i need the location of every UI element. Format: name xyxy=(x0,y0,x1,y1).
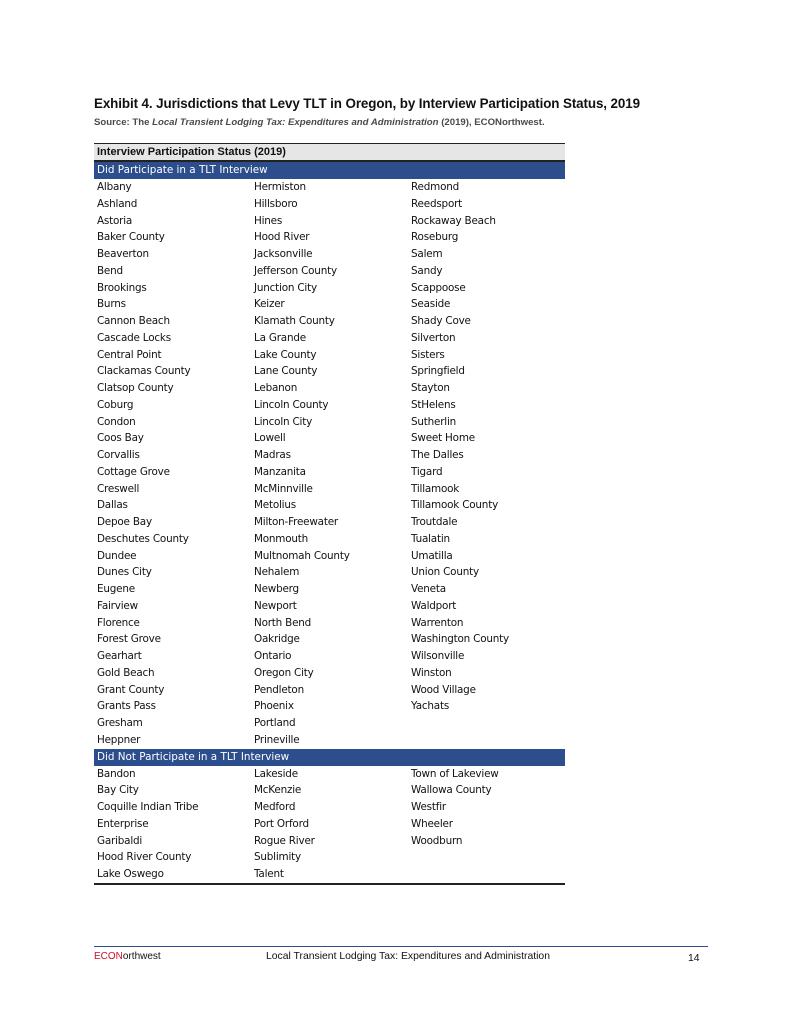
jurisdiction-cell: Lake Oswego xyxy=(97,868,164,880)
jurisdiction-cell: Lake County xyxy=(254,348,317,361)
jurisdiction-cell: Medford xyxy=(254,801,296,813)
jurisdiction-cell: Dunes City xyxy=(97,566,152,579)
jurisdiction-cell: Jacksonville xyxy=(254,248,313,260)
jurisdiction-cell: Umatilla xyxy=(411,549,453,562)
jurisdiction-cell: Eugene xyxy=(97,583,135,595)
jurisdiction-cell: Scappoose xyxy=(411,281,466,294)
jurisdiction-cell: Woodburn xyxy=(411,834,463,847)
jurisdiction-cell: McKenzie xyxy=(254,784,302,797)
jurisdiction-cell: Bandon xyxy=(97,767,136,780)
section-grid xyxy=(94,766,565,883)
jurisdiction-cell: Springfield xyxy=(411,365,465,378)
section-grid xyxy=(94,179,565,749)
exhibit-title: Exhibit 4. Jurisdictions that Levy TLT in Oregon, by Interview Participation Status, 2019 xyxy=(94,96,640,111)
jurisdiction-cell: Shady Cove xyxy=(411,315,471,327)
jurisdiction-cell: Oregon City xyxy=(254,666,314,679)
jurisdiction-cell: Burns xyxy=(97,298,126,311)
jurisdiction-cell: Troutdale xyxy=(411,516,458,528)
jurisdiction-cell: Grants Pass xyxy=(97,700,156,713)
jurisdiction-cell: Albany xyxy=(97,181,132,193)
jurisdiction-cell: Forest Grove xyxy=(97,633,161,646)
jurisdiction-cell: Metolius xyxy=(254,499,296,512)
jurisdiction-cell: Multnomah County xyxy=(254,549,350,562)
jurisdiction-cell: Port Orford xyxy=(254,817,309,830)
section-band: Did Not Participate in a TLT Interview xyxy=(94,749,565,766)
source-prefix: Source: The xyxy=(94,117,153,128)
jurisdiction-cell: Phoenix xyxy=(254,700,294,713)
jurisdiction-cell: Sutherlin xyxy=(411,415,457,428)
jurisdiction-cell: Garibaldi xyxy=(97,834,143,847)
jurisdiction-cell: Waldport xyxy=(411,599,457,612)
jurisdiction-cell: Gold Beach xyxy=(97,666,155,679)
jurisdiction-cell xyxy=(408,866,565,883)
jurisdiction-cell: Creswell xyxy=(97,482,140,495)
footer-brand-rest: orthwest xyxy=(122,951,161,962)
jurisdiction-cell: Wallowa County xyxy=(411,784,492,797)
jurisdiction-cell: Sweet Home xyxy=(411,432,475,445)
jurisdiction-cell: Bend xyxy=(97,264,123,277)
jurisdiction-cell: Deschutes County xyxy=(97,532,189,545)
footer-doc-title: Local Transient Lodging Tax: Expenditures and Administration xyxy=(266,951,550,962)
jurisdiction-cell: Central Point xyxy=(97,348,162,361)
jurisdiction-cell: Wood Village xyxy=(411,683,476,696)
jurisdiction-cell: Wilsonville xyxy=(411,650,465,662)
jurisdiction-cell: Union County xyxy=(411,566,479,579)
jurisdiction-cell: Tillamook County xyxy=(411,499,499,512)
jurisdiction-cell: Tigard xyxy=(411,465,443,478)
jurisdiction-cell: Lincoln City xyxy=(254,415,313,428)
jurisdiction-cell: Dundee xyxy=(97,549,137,562)
jurisdiction-cell: Baker County xyxy=(97,231,165,244)
jurisdiction-cell: Coburg xyxy=(97,398,134,411)
jurisdiction-cell: Corvallis xyxy=(97,449,140,461)
jurisdiction-cell: Grant County xyxy=(97,683,165,696)
jurisdiction-cell: Portland xyxy=(254,717,296,729)
jurisdiction-cell: Newberg xyxy=(254,583,299,595)
exhibit-source xyxy=(94,117,545,128)
jurisdiction-cell: Hood River xyxy=(254,231,310,244)
jurisdiction-cell xyxy=(408,732,565,749)
jurisdiction-cell: Fairview xyxy=(97,599,138,612)
jurisdiction-cell: Silverton xyxy=(411,331,456,344)
jurisdiction-cell: Rockaway Beach xyxy=(411,214,496,227)
jurisdiction-cell: Beaverton xyxy=(97,248,149,260)
jurisdiction-cell: Keizer xyxy=(254,298,285,311)
jurisdiction-cell: Westfir xyxy=(411,801,446,813)
jurisdiction-cell: Seaside xyxy=(411,298,451,311)
footer-page-number: 14 xyxy=(688,953,700,964)
jurisdiction-cell: Lincoln County xyxy=(254,398,329,411)
jurisdiction-cell: Winston xyxy=(411,666,452,679)
jurisdiction-cell: North Bend xyxy=(254,616,312,629)
jurisdiction-cell: Enterprise xyxy=(97,817,149,830)
jurisdiction-cell: Washington County xyxy=(411,633,509,646)
jurisdiction-cell: Sandy xyxy=(411,264,443,277)
footer-divider xyxy=(94,946,708,947)
footer-brand xyxy=(94,951,161,962)
jurisdiction-cell: Ontario xyxy=(254,650,292,662)
jurisdiction-cell: Rogue River xyxy=(254,834,315,847)
jurisdiction-cell: Tualatin xyxy=(411,532,450,545)
jurisdiction-cell: Newport xyxy=(254,599,297,612)
jurisdiction-cell: Cannon Beach xyxy=(97,315,170,327)
jurisdiction-cell: Oakridge xyxy=(254,633,300,646)
jurisdiction-cell: Depoe Bay xyxy=(97,516,152,528)
jurisdiction-cell: Clackamas County xyxy=(97,365,191,378)
jurisdiction-cell: Prineville xyxy=(254,733,300,746)
source-suffix: (2019), ECONorthwest. xyxy=(438,117,545,128)
jurisdiction-cell: Lowell xyxy=(254,432,286,445)
jurisdiction-cell: Astoria xyxy=(97,214,133,227)
jurisdiction-cell: Tillamook xyxy=(411,482,460,495)
jurisdictions-table xyxy=(94,143,565,885)
jurisdiction-cell: Condon xyxy=(97,415,136,428)
jurisdiction-cell: Nehalem xyxy=(254,566,300,579)
jurisdiction-cell: Sublimity xyxy=(254,851,301,864)
jurisdiction-cell: Hines xyxy=(254,214,283,227)
section-band: Did Participate in a TLT Interview xyxy=(94,162,565,179)
jurisdiction-cell: Stayton xyxy=(411,382,450,394)
jurisdiction-cell: Manzanita xyxy=(254,465,306,478)
jurisdiction-cell: Hillsboro xyxy=(254,197,298,210)
jurisdiction-cell: Ashland xyxy=(97,197,138,210)
jurisdiction-cell: La Grande xyxy=(254,331,306,344)
table-header: Interview Participation Status (2019) xyxy=(94,143,565,162)
jurisdiction-cell: StHelens xyxy=(411,398,456,411)
jurisdiction-cell: Cottage Grove xyxy=(97,465,170,478)
jurisdiction-cell: The Dalles xyxy=(411,449,464,461)
jurisdiction-cell xyxy=(408,849,565,866)
jurisdiction-cell: McMinnville xyxy=(254,482,313,495)
jurisdiction-cell: Hermiston xyxy=(254,181,306,193)
jurisdiction-cell: Florence xyxy=(97,616,140,629)
jurisdiction-cell: Talent xyxy=(254,868,284,880)
jurisdiction-cell: Veneta xyxy=(411,583,446,595)
jurisdiction-cell: Clatsop County xyxy=(97,382,174,394)
jurisdiction-cell: Redmond xyxy=(411,181,460,193)
jurisdiction-cell: Gresham xyxy=(97,717,143,729)
jurisdiction-cell: Monmouth xyxy=(254,532,309,545)
table-bottom-rule xyxy=(94,883,565,885)
jurisdiction-cell: Sisters xyxy=(411,348,445,361)
jurisdiction-cell: Wheeler xyxy=(411,817,453,830)
jurisdiction-cell: Dallas xyxy=(97,499,128,512)
jurisdiction-cell: Gearhart xyxy=(97,650,142,662)
jurisdiction-cell: Bay City xyxy=(97,784,139,797)
jurisdiction-cell: Salem xyxy=(411,248,443,260)
jurisdiction-cell: Milton-Freewater xyxy=(254,516,338,528)
jurisdiction-cell: Jefferson County xyxy=(254,264,337,277)
jurisdiction-cell: Coos Bay xyxy=(97,432,144,445)
source-italic-title: Local Transient Lodging Tax: Expenditures and Administration xyxy=(152,117,439,128)
jurisdiction-cell: Cascade Locks xyxy=(97,331,171,344)
jurisdiction-cell: Klamath County xyxy=(254,315,335,327)
jurisdiction-cell: Lebanon xyxy=(254,382,298,394)
jurisdiction-cell: Lane County xyxy=(254,365,318,378)
jurisdiction-cell: Reedsport xyxy=(411,197,463,210)
jurisdiction-cell: Junction City xyxy=(254,281,317,294)
jurisdiction-cell: Roseburg xyxy=(411,231,459,244)
jurisdiction-cell: Warrenton xyxy=(411,616,464,629)
jurisdiction-cell: Yachats xyxy=(411,700,450,713)
jurisdiction-cell: Pendleton xyxy=(254,683,304,696)
jurisdiction-cell: Coquille Indian Tribe xyxy=(97,801,199,813)
jurisdiction-cell: Town of Lakeview xyxy=(411,767,499,780)
jurisdiction-cell: Heppner xyxy=(97,733,141,746)
footer-brand-econ: ECON xyxy=(94,951,123,962)
jurisdiction-cell: Hood River County xyxy=(97,851,192,864)
jurisdiction-cell: Lakeside xyxy=(254,767,298,780)
jurisdiction-cell xyxy=(408,715,565,732)
jurisdiction-cell: Brookings xyxy=(97,281,147,294)
table-sections xyxy=(94,162,565,883)
jurisdiction-cell: Madras xyxy=(254,449,291,461)
